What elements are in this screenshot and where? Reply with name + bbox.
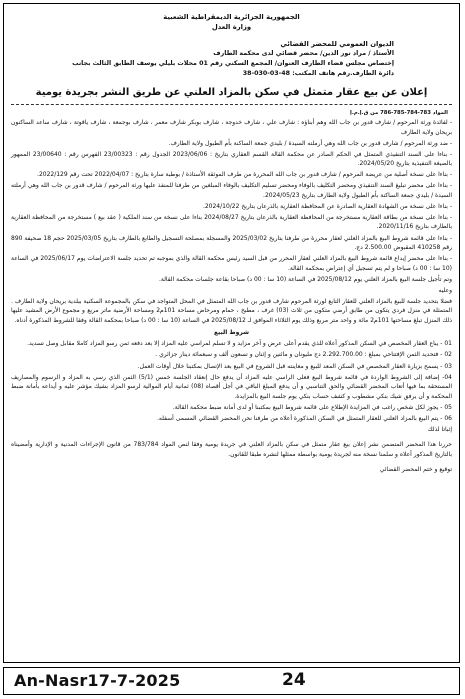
legal-reference: المواد 783-784-785-786 من ق.إ.م.إ	[350, 110, 448, 116]
condition-item: 06 - يتم البيع بالمزاد العلني للعقار المتمثل في السكن المذكورة أعلاه من طرفنا نحن المحضر القضائي المسمى أسفله.	[157, 414, 452, 422]
office-title: الديوان العمومي للمحضر القضائي	[280, 39, 394, 48]
office-line: الأستاذ / مراد نور الدين/ محضر قضائي لدى محكمة الطارف	[213, 50, 394, 58]
closing-paragraph: حررنا هذا المحضر المتضمن نشر إعلان بيع عقار متمثل في سكن بالمزاد العلني في جريدة يومية وفقا لنص المواد 783/784 من قانون الإجراءات المدنية و الإدارية وأمضيناه بالتاريخ المذكور أعلاه و سلمنا نسخة منه لجريدة يومية بواسطة ممثلها لنشره طبقا للقانون.	[11, 441, 452, 458]
signature-line: توقيع و ختم المحضر القضائي	[379, 466, 452, 474]
condition-item: 01 - يباع العقار المخصص في السكن المذكور أعلاه للذي يقدم أعلى عرض و آخر مزايد و لا تسلم لمراسي عليه المزاد إلا بعد دفعه ثمن رسو المزاد كاملا مقابل وصل تسديد.	[27, 340, 452, 348]
notice-title: إعلان عن بيع عقار متمثل في سكن بالمزاد العلني عن طريق النشر بجريدة يومية	[35, 86, 428, 98]
office-line: إختصاص مجلس قضاء الطارف العنوان/ المجمع السكني رقم 01 محلات بليلي يوسف الطابق الثالث بجانب	[72, 60, 394, 67]
condition-item: 05 - يجوز لكل شخص راغب في المزايدة الإطلاع على قائمة شروط البيع بمكتبنا أو لدى أمانة ضبط محكمة القالة.	[172, 403, 452, 411]
notice-paragraph: - بناءا على محضر إيداع قائمة شروط البيع بالمزاد العلني لعقار المحرر من قبل السيد رئيس محكمة القالة والذي بموجبه تم تحديد جلسة الاعتراضات يوم 2025/06/17 في الساعة (10 سا : 00 د) صباحا و لم يتم تسجيل أي إعتراض بمحكمة القالة.	[11, 255, 453, 272]
republic-header: الجمهورية الجزائرية الديمقراطية الشعبية	[163, 13, 300, 21]
ministry-header: وزارة العدل	[211, 23, 252, 32]
divider	[11, 104, 452, 105]
notice-paragraph: - بناءا على قائمة شروط البيع بالمزاد العلني لعقار محررة من طرفنا بتاريخ 2025/03/02 والمسجلة بمصلحة التسجيل والطابع بالطارف بتاريخ 2025/03/05 حجم 18 صحيفة 890 رقم 410258 المقبوض 2.500.00 دج.	[11, 234, 452, 251]
notice-paragraph: - بناءا على نسخة من بطاقة العقارية مستخرجة من المحافظة العقارية بالذرعان بتاريخ 2024/08/27 بناءا على نسخة من سند الملكية ( عقد بيع ) مستخرجة من المحافظة العقارية بالطارف بتاريخ 2020/11/16.	[11, 213, 452, 231]
notice-paragraph: - بناءا على السند التنفيذي المتمثل في الحكم الصادر عن محكمة القالة القسم العقاري بتاريخ : 2023/06/06 الجدول رقم : 23/00323 الفهرس رقم : 23/00640 الممهور بالصيغة التنفيذية بتاريخ 2024/05/20.	[11, 150, 453, 168]
notice-paragraph: - لفائدة ورثة المرحوم / شارف قدور بن جاب الله وهم أبناؤه : شارف علي ، شارف خدوجة ، شارف بوبكر شارف معمر ، شارف بوجمعة ، شارف ياقوتة ، شارف ساعد الساكنون بريحان ولاية الطارف	[11, 119, 452, 136]
notice-paragraph: - بناءا على نسخة أصلية من عريضة المرحوم / شارف قدور بن جاب الله المحررة من طرف الموثقة الأستاذة / بوطبة سارة بتاريخ : 2022/04/07 تحت رقم 2022/129.	[37, 171, 452, 179]
legal-notice-frame	[3, 3, 460, 663]
office-line: دائرة الطارف.رقم هاتف المكتب: 48-03-030-38	[242, 69, 394, 77]
notice-paragraph: فضلا بتحديد جلسة للبيع بالمزاد العلني للعقار التابع لورثة المرحوم شارف قدور بن جاب الله المتمثل في المحل المتواجد في سكن بالمجموعة السكنية ببلدية بريحان ولاية الطارف . المتمثلة في منزل فردي يتكون من طابق أرضي متكون من ثلاث (03) غرف ، مطبخ ، حمام ومرحاض مساحة 101م2 ومساحة الأرضية ماتر مربع و مجموع الأرض المشيد عليها ذلك المنزل تبلغ مساحتها 101م2 مائة و واحد متر مربع وذلك يوم الثلاثاء الموافق لـ 2025/08/12 في الساعة (10 سا : 00 د) صباحا بمحكمة القالة وفقا للشروط المذكورة أدناه.	[11, 297, 452, 324]
conditions-list	[11, 339, 452, 434]
notice-paragraph: وعليه	[438, 286, 452, 294]
notice-paragraph: - ضد ورثة المرحوم / شارف قدور بن جاب الله وهي أرملته السيدة / بليدي جمعة الساكنة بأم الطبول ولاية الطارف.	[168, 139, 452, 147]
legal-notice	[4, 4, 459, 474]
notice-body	[11, 118, 452, 325]
page-footer	[3, 667, 460, 695]
condition-item: 04- إضافة إلى الشروط الواردة في قائمة شروط البيع فعلى الراسي عليه المزاد أن يدفع حال إنعقاد الجلسة خمس (5/1) الثمن الذي رسي به المزاد و الرسوم والمصاريف المستحقة بما فيها أتعاب المحضر القضائي والحق التناسبي و أن يدفع المبلغ الباقي في أجل أقصاه (08) ثمانية أيام الموالية لرسو المزاد بشيك مؤشر عليه و أيداعه بأمانة ضبط المحكمة و أن يرفق شيك بنكي مشطوب و كشف حساب بنكي يوم جلسة البيع بالمزايدة.	[11, 373, 452, 400]
conditions-title: شروط البيع	[214, 329, 249, 337]
publication-date: An-Nasr17-7-2025	[14, 671, 181, 690]
condition-item: 02 - فتحديد الثمن الإفتتاحي بمبلغ : 2.292.700.00 دج مليونان و مائتين و إثنان و تسعون ألف و سبعمائة دينار جزائري .	[155, 351, 452, 359]
page-number: 24	[282, 670, 306, 690]
notice-paragraph: - بناءا على محضر تبليغ السند التنفيذي ومحضر التكليف بالوفاء ومحضر تسليم التكليف بالوفاء المبلغين من طرفنا للمنفذ عليها ورثة المرحوم / شارف قدور بن جاب الله وهي أرملته السيدة / بليدي جمعة الساكنة بأم الطبول ولاية الطارف بتاريخ 2024/05/23.	[11, 182, 452, 199]
notice-paragraph: وتم تأجيل جلسة البيع بالمزاد العلني يوم 2025/08/12 في الساعة (10 سا : 00 د) صباحا بقاعة جلسات محكمة القالة.	[158, 275, 452, 283]
condition-item: إثباتا لذلك	[427, 425, 452, 433]
notice-paragraph: - بناءا على نسخة من الشهادة العقارية الصادرة عن المحافظة العقارية بالذرعان بتاريخ 2024/10/22.	[202, 202, 452, 210]
condition-item: 03 - يسمح بزيارة العقار المخصص في السكن المعد للبيع و معاينته قبل الشروع في البيع بعد الإتصال بمكتبنا خلال أوقات العمل.	[137, 362, 452, 370]
